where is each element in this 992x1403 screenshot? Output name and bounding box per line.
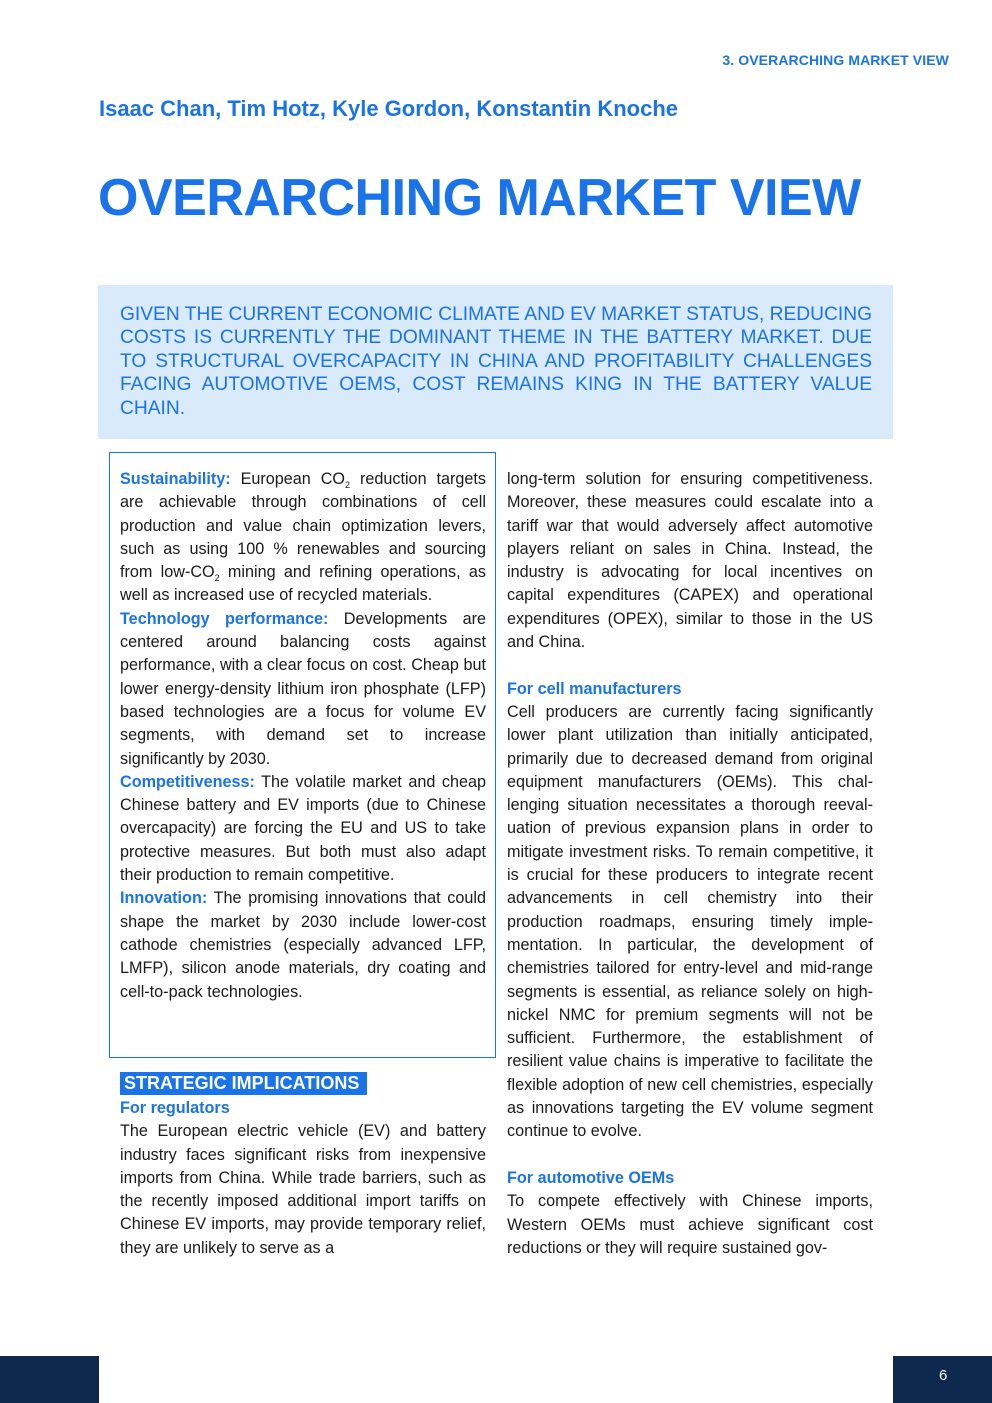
innovation-paragraph xyxy=(120,887,486,1003)
callout-text: GIVEN THE CURRENT ECONOMIC CLIMATE AND EV MARKET STATUS, REDUCING COSTS IS CURRENTLY THE DOMINANT THEME IN THE BATTERY MARKET. DUE TO STRUCTURAL OVERCAPACITY IN CHINA AND PROFITABILITY CHALLENGES FACING AUTOMOTIVE OEMS, COST REMAINS KING IN THE BATTERY VALUE CHAIN. xyxy=(120,304,872,419)
sustainability-paragraph xyxy=(120,468,486,608)
cell-manufacturers-text: Cell producers are currently facing significantly lower plant utilization than initially anticipated, primarily due to decreased demand from original equipment manufacturers (OEMs). This challenging situation necessitates a thorough reevaluation of previous expansion plans in order to mitigate investment risks. To remain competitive, it is crucial for these producers to integrate recent advancements in cell chemistry into their production roadmaps, ensuring timely implementation. In particular, the development of chemistries tailored for entry-level and mid-range segments is essential, as reliance solely on high-nickel NMC for premium segments will not be sufficient. Furthermore, the establishment of resilient value chains is imperative to facilitate the flexible adoption of new cell chemistries, especially as innovations targeting the EV volume segment continue to evolve. xyxy=(507,702,873,1141)
sustainability-text-2: reduction targets are achievable through combinations of cell production and value chain optimization levers, such as using 100 % renewables and sourcing from low-CO xyxy=(120,470,486,582)
technology-text: Developments are centered around balancing costs against performance, with a clear focus on cost. Cheap but lower energy-density lithium iron phosphate (LFP) based technologies are a focus for volume EV segments, with demand set to increase significantly by 2030. xyxy=(120,609,486,768)
competitiveness-text: The volatile market and cheap Chinese battery and EV imports (due to Chinese overcapacity) are forcing the EU and US to take protective measures. But both must also adapt their production to remain competitive. xyxy=(120,772,486,885)
regulators-text-continued: long-term solution for ensuring competitiveness. Moreover, these measures could escalate into a tariff war that would adversely affect automotive players reliant on sales in China. Instead, the industry is advocating for local incentives on capital expenditures (CAPEX) and operational expenditures (OPEX), similar to those in the US and China. xyxy=(507,470,873,652)
page-number: 6 xyxy=(893,1356,992,1403)
key-findings-box xyxy=(109,452,496,1058)
right-column xyxy=(507,468,873,1260)
innovation-text: The promising innovations that could shape the market by 2030 include lower-cost cathode chemistries (especially advanced LFP, LMFP), silicon anode materials, dry coating and cell-to-pack technologies. xyxy=(120,889,486,1001)
competitiveness-label: Competitiveness: xyxy=(120,772,255,791)
callout-box xyxy=(98,285,893,439)
co2-subscript: 2 xyxy=(345,480,351,491)
innovation-label: Innovation: xyxy=(120,889,208,908)
co2-subscript: 2 xyxy=(214,573,220,584)
authors: Isaac Chan, Tim Hotz, Kyle Gordon, Konstantin Knoche xyxy=(99,96,678,121)
competitiveness-paragraph xyxy=(120,771,486,887)
regulators-heading: For regulators xyxy=(120,1099,230,1117)
left-column-bottom xyxy=(120,1072,486,1260)
sustainability-text-1: European CO xyxy=(230,470,346,488)
automotive-oems-text: To compete effectively with Chinese imports, Western OEMs must achieve significant cost reductions or they will require sustained gov- xyxy=(507,1192,873,1257)
technology-label: Technology performance: xyxy=(120,609,329,628)
automotive-oems-heading: For automotive OEMs xyxy=(507,1168,675,1187)
section-label: 3. OVERARCHING MARKET VIEW xyxy=(722,52,949,68)
cell-manufacturers-heading: For cell manufacturers xyxy=(507,679,682,698)
sustainability-text-3: mining and refining operations, as well as increased use of recycled materials. xyxy=(120,563,486,605)
sustainability-label: Sustainability: xyxy=(120,470,231,488)
footer-bar-left xyxy=(0,1356,99,1403)
regulators-text: The European electric vehicle (EV) and battery industry faces significant risks from inexpensive imports from China. While trade barriers, such as the recently imposed additional import tariffs on Chinese EV imports, may provide temporary relief, they are unlikely to serve as a xyxy=(120,1122,486,1257)
page-title: OVERARCHING MARKET VIEW xyxy=(98,169,861,227)
strategic-implications-heading: STRATEGIC IMPLICATIONS xyxy=(120,1072,367,1095)
technology-paragraph xyxy=(120,608,486,771)
